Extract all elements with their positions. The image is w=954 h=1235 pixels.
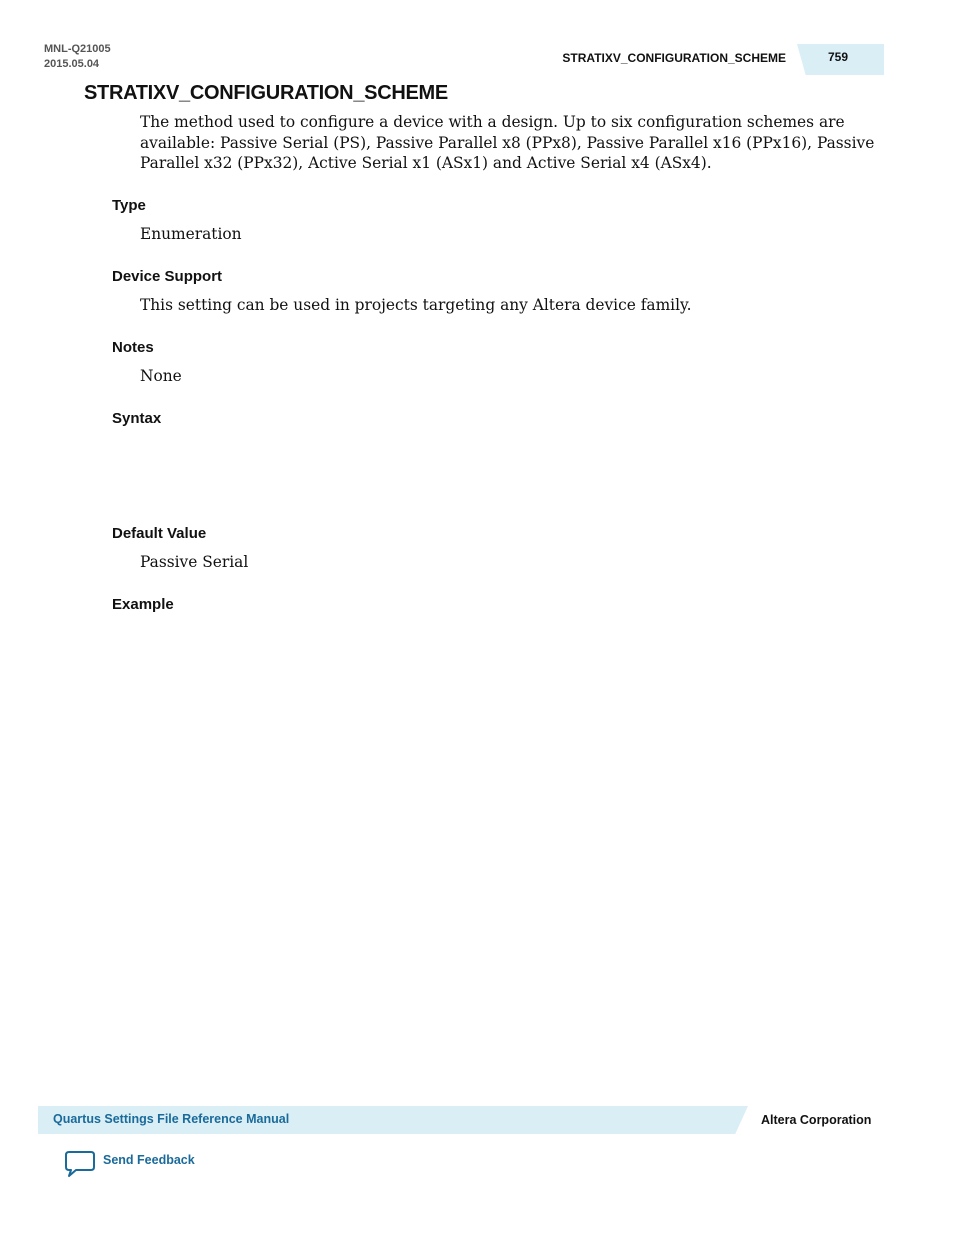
- section-heading-example: Example: [112, 596, 174, 613]
- section-heading-notes: Notes: [112, 339, 154, 356]
- section-heading-device-support: Device Support: [112, 268, 223, 285]
- footer-corporation: Altera Corporation: [761, 1113, 872, 1127]
- section-body-device-support: This setting can be used in projects targeting any Altera device family.: [140, 296, 692, 314]
- section-heading-default-value: Default Value: [112, 525, 207, 542]
- page-title: STRATIXV_CONFIGURATION_SCHEME: [84, 82, 448, 104]
- footer-manual-title: Quartus Settings File Reference Manual: [53, 1112, 290, 1126]
- description-paragraph: The method used to configure a device with a design. Up to six configuration schemes are available: Passive Serial (PS), Passive Parallel x8 (PPx8), Passive Parallel x16 (PPx16), Passive Parallel x32 (PPx32), Active Serial x1 (ASx1) and Active Serial x4 (ASx4).: [140, 113, 875, 172]
- section-body-notes: None: [140, 367, 182, 385]
- document-id-block: [44, 42, 111, 72]
- section-heading-type: Type: [112, 197, 146, 214]
- section-body-default-value: Passive Serial: [140, 553, 249, 571]
- section-body-type: Enumeration: [140, 225, 242, 243]
- speech-bubble-icon[interactable]: [64, 1150, 96, 1178]
- section-heading-syntax: Syntax: [112, 410, 162, 427]
- page-number: 759: [828, 50, 849, 64]
- send-feedback-link[interactable]: Send Feedback: [103, 1153, 195, 1167]
- document-id: MNL-Q21005: [44, 43, 111, 55]
- running-header-title: STRATIXV_CONFIGURATION_SCHEME: [562, 51, 786, 65]
- document-date: 2015.05.04: [44, 58, 100, 70]
